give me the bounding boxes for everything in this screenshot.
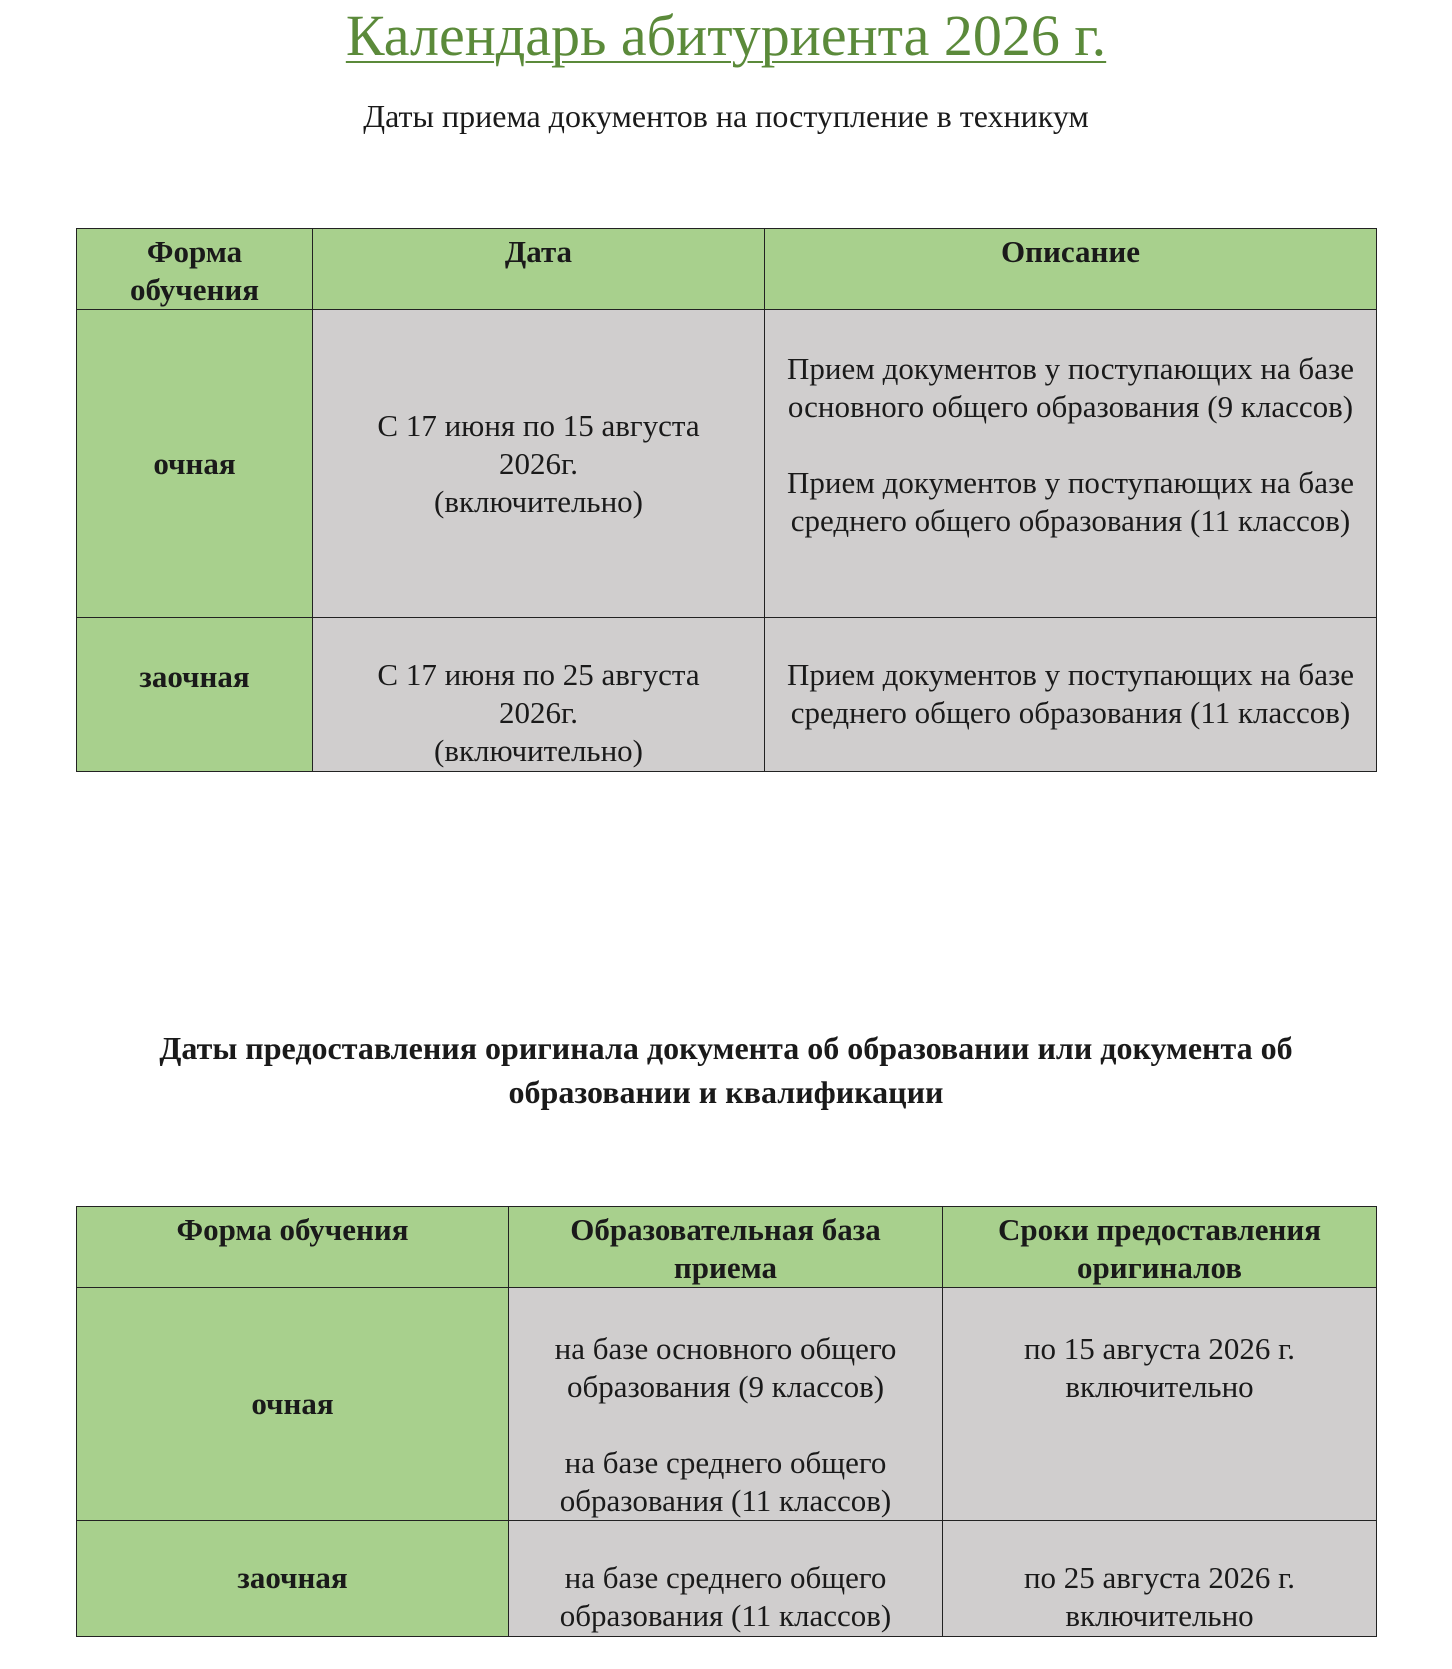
date-cell xyxy=(313,618,765,772)
date-range: С 17 июня по 25 августа 2026г. xyxy=(377,657,700,730)
base-cell xyxy=(509,1288,943,1521)
header-description: Описание xyxy=(765,229,1377,310)
form-cell: очная xyxy=(77,310,313,618)
header-form: Форма обучения xyxy=(77,229,313,310)
description-cell xyxy=(765,618,1377,772)
header-deadline: Сроки предоставления оригиналов xyxy=(943,1207,1377,1288)
date-note: (включительно) xyxy=(434,483,643,519)
base-text: на базе основного общего образования (9 классов) xyxy=(554,1331,897,1404)
table-row xyxy=(77,1521,1377,1637)
date-range: С 17 июня по 15 августа 2026г. xyxy=(377,407,700,481)
header-base: Образовательная база приема xyxy=(509,1207,943,1288)
form-cell: очная xyxy=(77,1288,509,1521)
description-text: Прием документов у поступающих на базе среднего общего образования (11 классов) xyxy=(787,657,1354,730)
form-cell: заочная xyxy=(77,1521,509,1637)
date-cell xyxy=(313,310,765,618)
page-title: Календарь абитуриента 2026 г. xyxy=(345,3,1107,68)
deadline-cell: по 25 августа 2026 г. включительно xyxy=(943,1521,1377,1637)
table-header-row xyxy=(77,1207,1377,1288)
description-text: Прием документов у поступающих на базе среднего общего образования (11 классов) xyxy=(787,465,1354,538)
description-cell xyxy=(765,310,1377,618)
table-row xyxy=(77,1288,1377,1521)
base-text: на базе среднего общего образования (11 классов) xyxy=(559,1445,892,1518)
admission-dates-table xyxy=(76,228,1377,772)
header-date: Дата xyxy=(313,229,765,310)
base-cell: на базе среднего общего образования (11 классов) xyxy=(509,1521,943,1637)
section-heading: Даты предоставления оригинала документа об образовании или документа об образовании и квалификации xyxy=(159,1030,1293,1110)
page-subtitle: Даты приема документов на поступление в техникум xyxy=(363,98,1089,134)
description-text: Прием документов у поступающих на базе основного общего образования (9 классов) xyxy=(787,351,1354,424)
table-row xyxy=(77,310,1377,618)
table-row xyxy=(77,618,1377,772)
header-form: Форма обучения xyxy=(77,1207,509,1288)
form-cell: заочная xyxy=(77,618,313,772)
date-note: (включительно) xyxy=(434,733,643,768)
deadline-cell: по 15 августа 2026 г. включительно xyxy=(943,1288,1377,1521)
table-header-row xyxy=(77,229,1377,310)
originals-dates-table xyxy=(76,1206,1377,1637)
